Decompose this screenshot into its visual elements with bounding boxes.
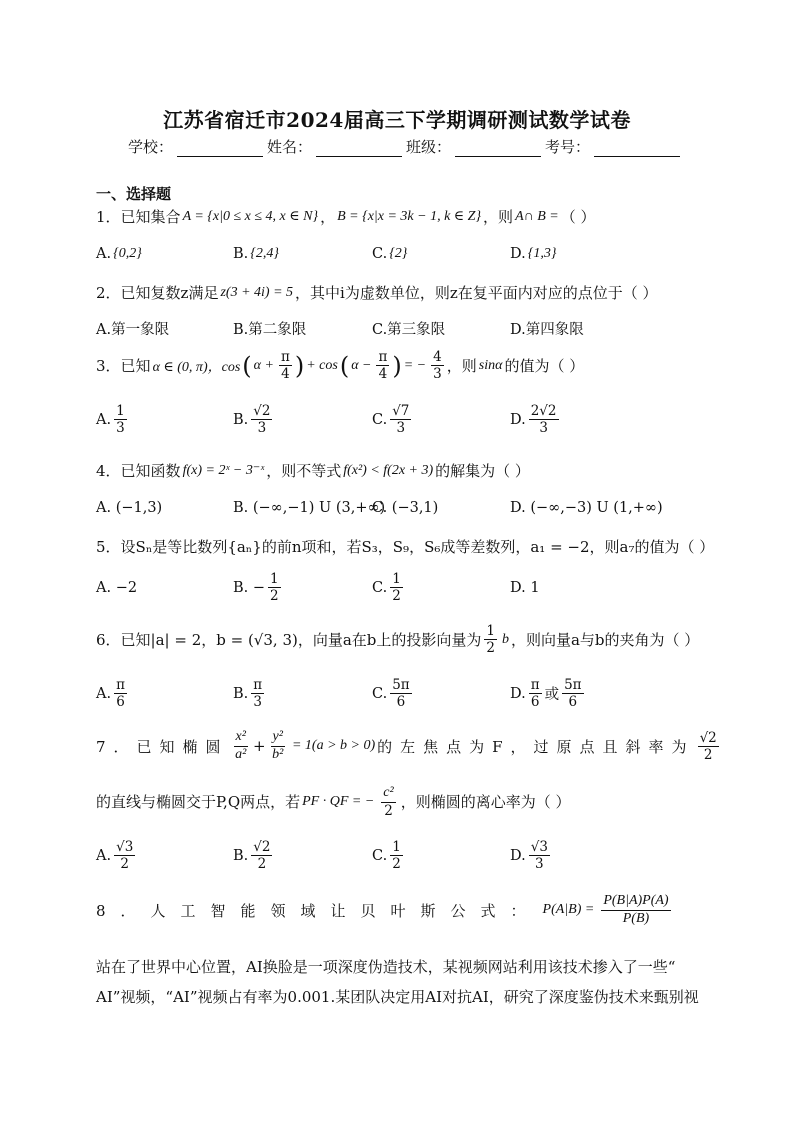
name-blank[interactable]	[316, 142, 402, 157]
question-4	[96, 460, 530, 481]
student-info-row	[128, 136, 684, 157]
q7-option-a[interactable]: A. $\frac{√3}{2}$	[96, 839, 134, 873]
q3-expr2: + cos	[306, 357, 338, 373]
section-heading: 一、选择题	[96, 185, 172, 203]
class-label: 班级：	[406, 138, 452, 156]
q3-number: 3．	[96, 357, 121, 376]
q6-tail: ，则向量a与b的夹角为（ ）	[510, 631, 700, 650]
q6-text: 已知|a| = 2，b = (√3, 3)，向量a在b上的投影向量为	[120, 631, 482, 650]
q4-tail: ，则不等式	[266, 462, 342, 480]
q3-alpha-plus: α +	[253, 357, 274, 373]
q2-option-b[interactable]: B.第二象限	[233, 322, 307, 338]
q7-frac-c2: $\frac{\text{c²}}{2}$	[383, 785, 394, 819]
q5-option-c[interactable]: C. $\frac{1}{2}$	[372, 571, 401, 605]
q7-ellipse-rest: = 1(a > b > 0)	[291, 738, 376, 754]
q1-option-d-label: D.	[510, 246, 526, 262]
q1-set-b: B = {x|x = 3k − 1, k ∈ Z}	[337, 209, 482, 224]
q1-sep: ，	[320, 208, 336, 226]
q7-plus: +	[252, 737, 266, 756]
q6-option-c[interactable]: C. $\frac{5\pi}{6}$	[372, 677, 410, 711]
q5-option-a[interactable]: A. −2	[96, 580, 138, 596]
question-3: 3． 已知 α ∈ (0, π)，cos ( α + $\frac{\pi}{4}$ ) + cos ( α − $\frac{\pi}{4}$ ) = − $\frac{4}{3}$ ，则 sinα 的值为（ ）	[96, 349, 585, 383]
q2-text: 已知复数z满足	[120, 284, 219, 302]
q5-option-b[interactable]: B. − $\frac{1}{2}$	[233, 571, 279, 605]
q6-number: 6．	[96, 631, 121, 650]
q3-option-d[interactable]: D. $\frac{2√2}{3}$	[510, 403, 557, 437]
question-1	[96, 206, 596, 227]
q1-option-b-label: B.	[233, 246, 249, 262]
q1-number: 1．	[96, 208, 121, 226]
q7-option-c[interactable]: C. $\frac{1}{2}$	[372, 839, 401, 873]
q4-option-c[interactable]: C. (−3,1)	[372, 500, 439, 516]
q8-line2: 站在了世界中心位置，AI换脸是一项深度伪造技术，某视频网站利用该技术掺入了一些“	[96, 958, 676, 976]
q3-tail2: 的值为（ ）	[504, 357, 585, 376]
q1-option-a[interactable]	[96, 246, 144, 262]
q1-expr: A∩ B =	[515, 208, 559, 224]
q1-option-d-value: {1,3}	[527, 246, 557, 261]
q7-line1-tail: 的左焦点为F，过原点且斜率为	[377, 737, 695, 756]
q6-frac-half: $\frac{1}{2}$	[486, 623, 495, 657]
question-5	[96, 536, 714, 557]
q6-b: b	[501, 631, 509, 647]
q1-tail: ，则	[483, 208, 514, 226]
q1-set-a: A = {x|0 ≤ x ≤ 4, x ∈ N}	[182, 209, 319, 224]
q7-frac-y: $\frac{\text{y²}}{\text{b²}}$	[272, 729, 284, 762]
q1-paren: （ ）	[560, 208, 596, 226]
q7-lead: 7．已知椭圆	[96, 737, 229, 756]
question-7-line1	[96, 730, 722, 762]
q4-ineq: f(x²) < f(2x + 3)	[343, 462, 434, 478]
q3-expr1: α ∈ (0, π)，cos	[152, 359, 241, 375]
question-8-line1	[96, 894, 676, 926]
q7-line2-tail: ，则椭圆的离心率为（ ）	[400, 793, 571, 812]
q8-bayes-frac: $\frac{P(B|A)P(A)}{P(B)}$	[603, 893, 669, 926]
q3-alpha-minus: α −	[351, 357, 372, 373]
q3-option-a[interactable]: A. $\frac{1}{3}$	[96, 403, 125, 437]
q1-option-c[interactable]	[372, 246, 409, 262]
q7-frac-x: $\frac{\text{x²}}{\text{a²}}$	[235, 729, 247, 762]
q2-tail: ，其中i为虚数单位，则z在复平面内对应的点位于（ ）	[295, 284, 658, 302]
q1-text: 已知集合	[120, 208, 181, 226]
q8-bayes-lhs: P(A|B) =	[542, 902, 595, 918]
q7-frac-slope: $\frac{√2}{2}$	[699, 729, 717, 763]
q5-option-d[interactable]: D. 1	[510, 580, 540, 596]
q2-option-d[interactable]: D.第四象限	[510, 322, 584, 338]
page-title: 江苏省宿迁市2024届高三下学期调研测试数学试卷	[163, 108, 631, 132]
q6-option-d[interactable]: D. $\frac{\pi}{6}$ 或 $\frac{5\pi}{6}$	[510, 677, 582, 711]
class-blank[interactable]	[455, 142, 541, 157]
q3-option-b[interactable]: B. $\frac{√2}{3}$	[233, 403, 271, 437]
question-6	[96, 624, 699, 655]
q2-option-a[interactable]: A.第一象限	[96, 322, 170, 338]
name-label: 姓名：	[267, 138, 313, 156]
school-label: 学校：	[128, 138, 174, 156]
q1-option-a-label: A.	[96, 246, 112, 262]
question-2	[96, 282, 658, 303]
school-blank[interactable]	[177, 142, 263, 157]
question-7-line2	[96, 786, 571, 818]
q1-option-d[interactable]	[510, 246, 558, 262]
q3-expr3: = −	[403, 357, 427, 373]
q6-option-a[interactable]: A. $\frac{\pi}{6}$	[96, 677, 125, 711]
q4-option-d[interactable]: D. (−∞,−3) U (1,+∞)	[510, 500, 663, 516]
q1-option-b[interactable]	[233, 246, 281, 262]
q7-option-d[interactable]: D. $\frac{√3}{3}$	[510, 839, 548, 873]
q8-line3: AI”视频，“AI”视频占有率为0.001.某团队决定用AI对抗AI，研究了深度鉴伪技术来甄别视	[96, 988, 699, 1006]
q7-vec-expr: PF · QF = −	[302, 793, 375, 809]
q3-frac-4-3: $\frac{4}{3}$	[433, 349, 442, 383]
q3-tail: ，则	[446, 357, 477, 376]
q4-option-b[interactable]: B. (−∞,−1) U (3,+∞)	[233, 500, 386, 516]
q3-frac-pi-4b: $\frac{\pi}{4}$	[378, 349, 388, 383]
q4-expr: f(x) = 2ˣ − 3⁻ˣ	[182, 463, 265, 478]
q1-option-c-value: {2}	[389, 246, 408, 261]
q4-option-a[interactable]: A. (−1,3)	[96, 500, 163, 516]
q1-option-b-value: {2,4}	[250, 246, 279, 261]
q3-sin: sinα	[478, 357, 503, 373]
number-label: 考号：	[545, 138, 591, 156]
q4-text: 已知函数	[120, 462, 181, 480]
q3-frac-pi-4a: $\frac{\pi}{4}$	[280, 349, 290, 383]
q1-option-c-label: C.	[372, 246, 388, 262]
number-blank[interactable]	[594, 142, 680, 157]
q2-number: 2．	[96, 284, 121, 302]
q3-option-c[interactable]: C. $\frac{√7}{3}$	[372, 403, 410, 437]
q6-option-b[interactable]: B. $\frac{\pi}{3}$	[233, 677, 263, 711]
q5-text: 设Sₙ是等比数列{aₙ}的前n项和，若S₃，S₉，S₆成等差数列，a₁ = −2，则a₇的值为（ ）	[120, 538, 715, 556]
q4-tail2: 的解集为（ ）	[435, 462, 530, 480]
q1-option-a-value: {0,2}	[113, 246, 142, 261]
q2-expr: z(3 + 4i) = 5	[220, 284, 294, 300]
q4-number: 4．	[96, 462, 121, 480]
q8-lead: 8．人工智能领域让贝叶斯公式：	[96, 901, 541, 920]
q5-number: 5．	[96, 538, 121, 556]
q7-line2-lead: 的直线与椭圆交于P,Q两点，若	[96, 793, 301, 812]
q7-option-b[interactable]: B. $\frac{√2}{2}$	[233, 839, 271, 873]
q3-text: 已知	[120, 357, 151, 376]
q2-option-c[interactable]: C.第三象限	[372, 322, 446, 338]
